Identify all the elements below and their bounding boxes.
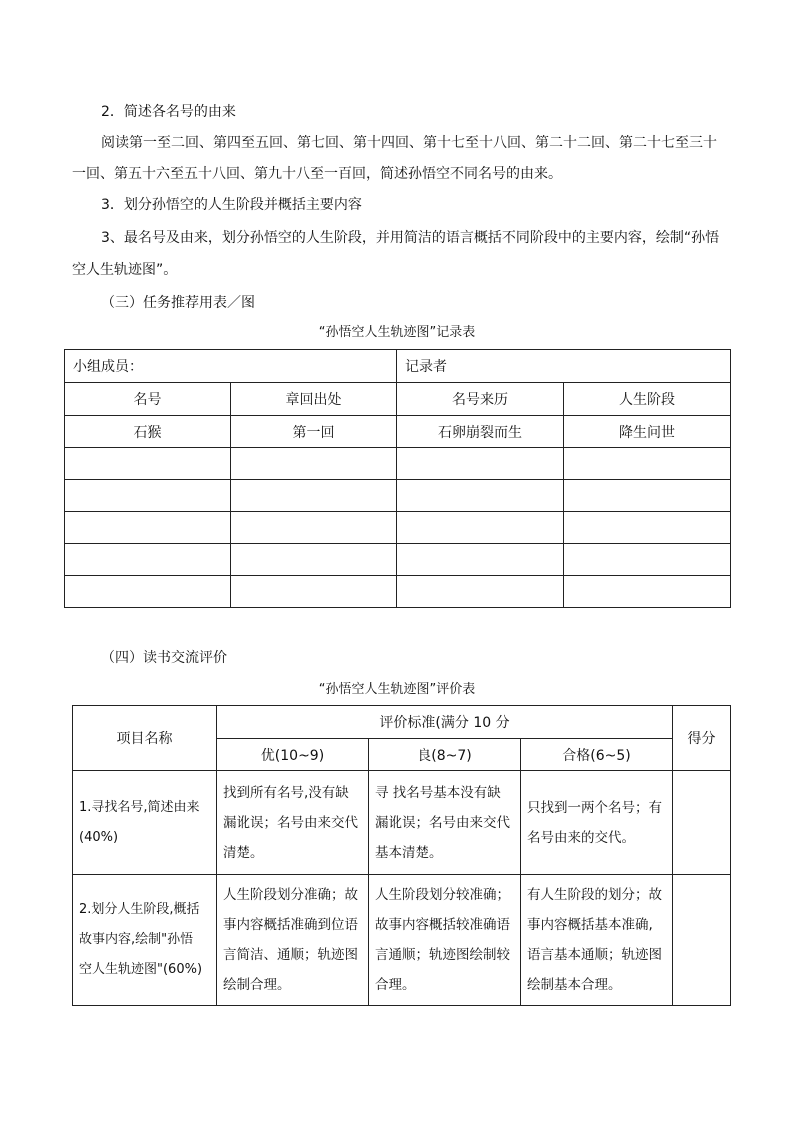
empty-cell	[397, 480, 564, 512]
criteria-line: 事内容概括准确到位语	[223, 917, 358, 933]
example-chapter: 第一回	[231, 416, 397, 448]
empty-cell	[231, 576, 397, 608]
example-stage: 降生问世	[564, 416, 731, 448]
table-row	[73, 771, 731, 875]
section-3-line-2: 空人生轨迹图”。	[72, 262, 178, 278]
empty-cell	[397, 544, 564, 576]
header-name: 名号	[65, 383, 231, 416]
criteria-line: 合理。	[375, 977, 416, 993]
header-stage: 人生阶段	[564, 383, 731, 416]
header-chapter: 章回出处	[231, 383, 397, 416]
criteria-line: 基本清楚。	[375, 844, 443, 861]
empty-cell	[65, 480, 231, 512]
example-name: 石猴	[65, 416, 231, 448]
empty-cell	[231, 480, 397, 512]
table-row	[65, 448, 731, 480]
criteria-line: 语言基本通顺；轨迹图	[527, 947, 662, 963]
empty-cell	[65, 576, 231, 608]
item-name-line: (40%)	[79, 829, 119, 845]
score-header: 得分	[673, 706, 731, 771]
empty-cell	[564, 576, 731, 608]
empty-cell	[564, 544, 731, 576]
eval-heading: （四）读书交流评价	[101, 650, 227, 666]
pass-criteria-2	[521, 875, 673, 1006]
table-row	[65, 512, 731, 544]
item-name-2	[73, 875, 217, 1006]
table-row	[65, 480, 731, 512]
item-name-line: 2.划分人生阶段,概括	[79, 902, 200, 917]
criteria-line: 找到所有名号,没有缺	[223, 784, 349, 801]
recorder-label: 记录者	[397, 350, 731, 383]
table-row	[73, 875, 731, 1006]
section-2-line-1: 阅读第一至二回、第四至五回、第七回、第十四回、第十七至十八回、第二十二回、第二十七至三十	[101, 135, 717, 151]
eval-table-caption: “孙悟空人生轨迹图”评价表	[318, 682, 476, 697]
section-3-line-1: 3、最名号及由来，划分孙悟空的人生阶段，并用简洁的语言概括不同阶段中的主要内容，绘制“孙悟	[101, 230, 720, 246]
header-origin: 名号来历	[397, 383, 564, 416]
pass-criteria-1	[521, 771, 673, 875]
empty-cell	[397, 576, 564, 608]
empty-cell	[65, 448, 231, 480]
criteria-line: 清楚。	[223, 844, 264, 861]
record-table	[64, 349, 731, 608]
criteria-line: 有人生阶段的划分；故	[527, 887, 662, 903]
empty-cell	[231, 448, 397, 480]
item-name-1	[73, 771, 217, 875]
level-pass: 合格(6~5)	[521, 739, 673, 771]
criteria-header: 评价标准(满分 10 分	[217, 706, 673, 739]
criteria-line: 漏讹误；名号由来交代	[375, 814, 510, 831]
level-good: 良(8~7)	[369, 739, 521, 771]
criteria-line: 言简洁、通顺；轨迹图	[223, 947, 358, 963]
score-cell-1	[673, 771, 731, 875]
table-row	[65, 544, 731, 576]
section-3-heading: 3．划分孙悟空的人生阶段并概括主要内容	[101, 197, 362, 213]
item-name-line: 1.寻找名号,简述由来	[79, 799, 200, 815]
section-2-heading: 2．简述各名号的由来	[101, 104, 236, 120]
empty-cell	[564, 480, 731, 512]
criteria-line: 人生阶段划分准确；故	[223, 887, 358, 903]
criteria-line: 绘制基本合理。	[527, 977, 622, 993]
members-label: 小组成员：	[65, 350, 397, 383]
score-cell-2	[673, 875, 731, 1006]
empty-cell	[65, 544, 231, 576]
criteria-line: 事内容概括基本准确,	[527, 917, 653, 933]
empty-cell	[231, 544, 397, 576]
record-table-caption: “孙悟空人生轨迹图”记录表	[318, 325, 476, 340]
task-heading: （三）任务推荐用表／图	[101, 295, 255, 311]
good-criteria-2	[369, 875, 521, 1006]
good-criteria-1	[369, 771, 521, 875]
criteria-line: 故事内容概括较准确语	[375, 917, 510, 933]
excellent-criteria-1	[217, 771, 369, 875]
eval-table	[72, 705, 731, 1006]
criteria-line: 名号由来的交代。	[527, 829, 635, 846]
criteria-line: 寻 找名号基本没有缺	[375, 784, 501, 801]
empty-cell	[564, 448, 731, 480]
criteria-line: 人生阶段划分较准确；	[375, 887, 510, 903]
empty-cell	[397, 512, 564, 544]
criteria-line: 漏讹误；名号由来交代	[223, 814, 358, 831]
example-origin: 石卵崩裂而生	[397, 416, 564, 448]
criteria-line: 言通顺；轨迹图绘制较	[375, 947, 510, 963]
criteria-line: 绘制合理。	[223, 977, 291, 993]
empty-cell	[65, 512, 231, 544]
excellent-criteria-2	[217, 875, 369, 1006]
item-name-line: 空人生轨迹图"(60%)	[79, 962, 203, 977]
level-excellent: 优(10~9)	[217, 739, 369, 771]
section-2-line-2: 一回、第五十六至五十八回、第九十八至一百回，简述孙悟空不同名号的由来。	[72, 166, 562, 182]
criteria-line: 只找到一两个名号；有	[527, 799, 662, 816]
item-name-line: 故事内容,绘制"孙悟	[79, 932, 194, 947]
empty-cell	[564, 512, 731, 544]
table-row	[65, 576, 731, 608]
empty-cell	[397, 448, 564, 480]
item-header: 项目名称	[73, 706, 217, 771]
empty-cell	[231, 512, 397, 544]
